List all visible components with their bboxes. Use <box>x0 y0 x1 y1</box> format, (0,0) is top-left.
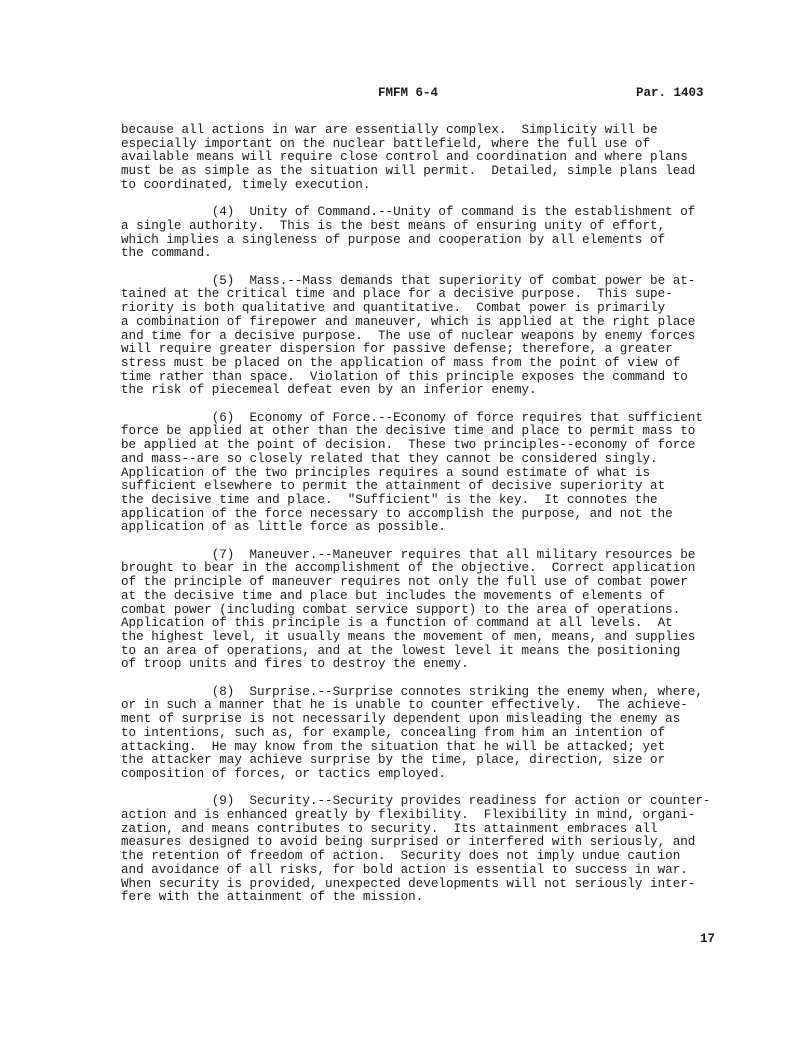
page-number: 17 <box>700 932 716 946</box>
paragraph-surprise: (8) Surprise.--Surprise connotes striking the enemy when, where, or in such a manner that he is unable to counter effectively. The achieve- ment of surprise is not necessarily dependent upon misleading the enemy as to intentions, such as, for example, concealing from him an intention of attacking. He may know from the situation that he will be attacked; yet the attacker may achieve surprise by the time, place, direction, size or composition of forces, or tactics employed. <box>121 684 703 781</box>
paragraph-continuation: because all actions in war are essentially complex. Simplicity will be especially important on the nuclear battlefield, where the full use of available means will require close control and coordination and where plans must be as simple as the situation will permit. Detailed, simple plans lead to coordinated, timely execution. <box>121 123 696 192</box>
paragraph-unity-of-command: (4) Unity of Command.--Unity of command is the establishment of a single authority. This is the best means of ensuring unity of effort, which implies a singleness of purpose and cooperation by all elements of the command. <box>121 205 696 261</box>
paragraph-maneuver: (7) Maneuver.--Maneuver requires that all military resources be brought to bear in the accomplishment of the objective. Correct application of the principle of maneuver requires not only the full use of combat power at the decisive time and place but includes the movements of elements of combat power (including combat service support) to the area of operations. Application of this principle is a function of command at all levels. At the highest level, it usually means the movement of men, means, and supplies to an area of operations, and at the lowest level it means the positioning of troop units and fires to destroy the enemy. <box>121 547 696 672</box>
paragraph-mass: (5) Mass.--Mass demands that superiority of combat power be at- tained at the critical time and place for a decisive purpose. This supe- riority is both qualitative and quantitative. Combat power is primarily a combination of firepower and maneuver, which is applied at the right place and time for a decisive purpose. The use of nuclear weapons by enemy forces will require greater dispersion for passive defense; therefore, a greater stress must be placed on the application of mass from the point of view of time rather than space. Violation of this principle exposes the command to the risk of piecemeal defeat even by an inferior enemy. <box>121 273 696 398</box>
paragraph-economy-of-force: (6) Economy of Force.--Economy of force requires that sufficient force be applied at other than the decisive time and place to permit mass to be applied at the point of decision. These two principles--economy of force and mass--are so closely related that they cannot be considered singly. Application of the two principles requires a sound estimate of what is sufficient elsewhere to permit the attainment of decisive superiority at the decisive time and place. "Sufficient" is the key. It connotes the application of the force necessary to accomplish the purpose, and not the application of as little force as possible. <box>121 410 703 535</box>
paragraph-security: (9) Security.--Security provides readiness for action or counter- action and is enhanced greatly by flexibility. Flexibility in mind, organi- zation, and means contributes to security. Its attainment embraces all measures designed to avoid being surprised or interfered with seriously, and the retention of freedom of action. Security does not imply undue caution and avoidance of all risks, for bold action is essential to success in war. When security is provided, unexpected developments will not seriously inter- fere with the attainment of the mission. <box>121 794 711 905</box>
page-header <box>0 86 806 104</box>
document-id: FMFM 6-4 <box>378 86 439 100</box>
body-text <box>121 124 721 905</box>
paragraph-reference: Par. 1403 <box>636 86 704 100</box>
